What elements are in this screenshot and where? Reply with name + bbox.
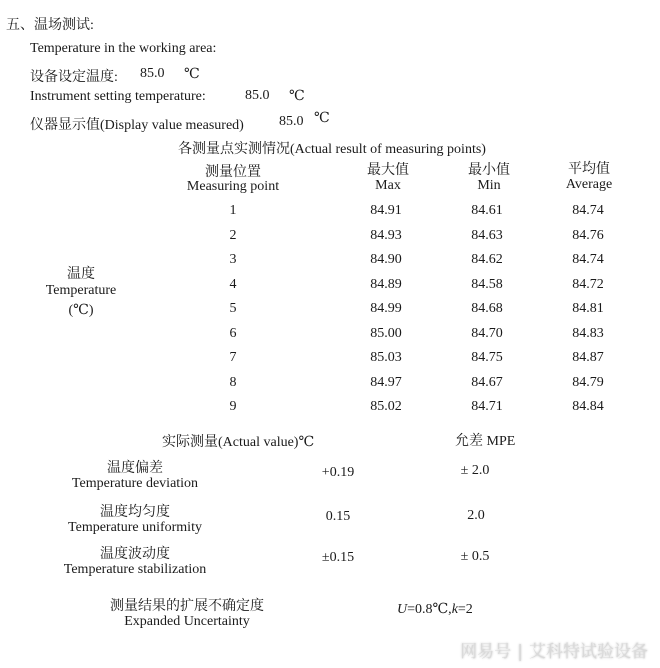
watermark-separator: |: [517, 642, 523, 662]
header-point-en: Measuring point: [186, 179, 280, 194]
cell-max: 85.00: [370, 326, 402, 341]
cell-avg: 84.81: [572, 301, 604, 316]
table-caption: 各测量点实测情况(Actual result of measuring points): [178, 142, 486, 157]
header-min-cn: 最小值: [468, 163, 510, 178]
setting-temp-en-label: Instrument setting temperature:: [30, 89, 206, 104]
cell-point: 3: [229, 252, 237, 267]
actual-value-header: 实际测量(Actual value)℃: [162, 435, 315, 450]
uncertainty-formula: [397, 601, 473, 618]
cell-min: 84.67: [471, 375, 503, 390]
cell-min: 84.61: [471, 203, 503, 218]
cell-point: 5: [229, 301, 237, 316]
deviation-mpe: ± 2.0: [460, 463, 490, 478]
mpe-header: 允差 MPE: [455, 434, 516, 449]
row-label-unit: (℃): [68, 303, 94, 318]
header-max-en: Max: [375, 178, 401, 193]
section-title: 五、温场测试:: [6, 18, 94, 33]
cell-avg: 84.83: [572, 326, 604, 341]
uniformity-en: Temperature uniformity: [68, 520, 202, 535]
header-max-cn: 最大值: [367, 163, 409, 178]
stabilization-actual: ±0.15: [321, 550, 355, 565]
display-value-value: 85.0: [279, 114, 304, 129]
display-value-label: 仪器显示值(Display value measured): [30, 118, 244, 133]
cell-avg: 84.74: [572, 203, 604, 218]
stabilization-cn: 温度波动度: [100, 547, 170, 562]
deviation-actual: +0.19: [321, 465, 355, 480]
cell-min: 84.75: [471, 350, 503, 365]
stabilization-mpe: ± 0.5: [460, 549, 490, 564]
deviation-en: Temperature deviation: [71, 476, 199, 491]
setting-temp-cn-value: 85.0: [140, 66, 165, 81]
watermark-account: 艾科特试验设备: [529, 642, 648, 662]
cell-max: 85.02: [370, 399, 402, 414]
cell-point: 2: [229, 228, 237, 243]
uncertainty-en: Expanded Uncertainty: [124, 614, 250, 629]
cell-min: 84.71: [471, 399, 503, 414]
row-label-cn: 温度: [67, 267, 95, 282]
cell-min: 84.70: [471, 326, 503, 341]
cell-max: 84.89: [370, 277, 402, 292]
watermark-source: 网易号: [460, 642, 512, 662]
cell-max: 84.99: [370, 301, 402, 316]
setting-temp-cn-unit: ℃: [184, 67, 200, 82]
header-avg-cn: 平均值: [568, 162, 610, 177]
cell-avg: 84.76: [572, 228, 604, 243]
cell-min: 84.68: [471, 301, 503, 316]
intro-line-1: Temperature in the working area:: [30, 41, 217, 56]
uncertainty-u-value: =0.8℃,: [407, 602, 452, 617]
cell-avg: 84.72: [572, 277, 604, 292]
cell-max: 85.03: [370, 350, 402, 365]
header-point-cn: 测量位置: [205, 165, 261, 180]
uncertainty-cn: 测量结果的扩展不确定度: [110, 599, 264, 614]
cell-max: 84.97: [370, 375, 402, 390]
uniformity-mpe: 2.0: [467, 508, 485, 523]
uncertainty-u-symbol: U: [397, 602, 408, 617]
row-label-en: Temperature: [45, 283, 117, 298]
cell-point: 4: [229, 277, 237, 292]
cell-point: 6: [229, 326, 237, 341]
header-avg-en: Average: [565, 177, 613, 192]
cell-point: 7: [229, 350, 237, 365]
uniformity-cn: 温度均匀度: [100, 505, 170, 520]
cell-avg: 84.87: [572, 350, 604, 365]
cell-point: 1: [229, 203, 237, 218]
uncertainty-k-value: =2: [457, 602, 473, 617]
cell-avg: 84.74: [572, 252, 604, 267]
cell-max: 84.93: [370, 228, 402, 243]
setting-temp-en-value: 85.0: [245, 88, 270, 103]
cell-min: 84.58: [471, 277, 503, 292]
cell-min: 84.62: [471, 252, 503, 267]
cell-max: 84.91: [370, 203, 402, 218]
watermark: [460, 637, 648, 662]
uncertainty-k-symbol: k: [451, 602, 458, 617]
cell-max: 84.90: [370, 252, 402, 267]
cell-avg: 84.79: [572, 375, 604, 390]
cell-avg: 84.84: [572, 399, 604, 414]
cell-min: 84.63: [471, 228, 503, 243]
setting-temp-en-unit: ℃: [289, 89, 305, 104]
cell-point: 9: [229, 399, 237, 414]
display-value-unit: ℃: [314, 111, 330, 126]
header-min-en: Min: [477, 178, 501, 193]
deviation-cn: 温度偏差: [107, 461, 163, 476]
setting-temp-cn-label: 设备设定温度:: [30, 70, 118, 85]
stabilization-en: Temperature stabilization: [63, 562, 207, 577]
uniformity-actual: 0.15: [325, 509, 351, 524]
cell-point: 8: [229, 375, 237, 390]
